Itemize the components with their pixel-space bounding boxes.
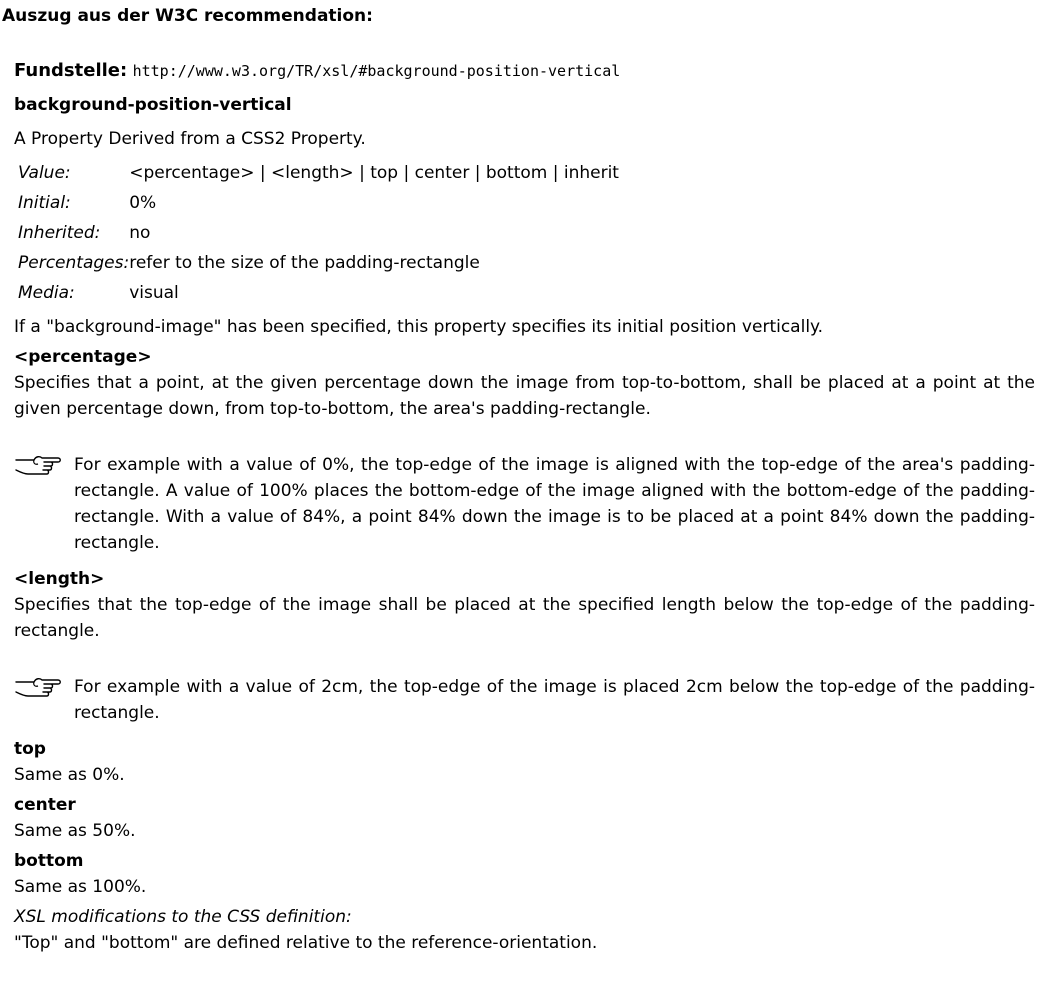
property-key: Percentages: <box>18 253 130 273</box>
pointing-hand-icon <box>14 674 74 700</box>
property-value: <percentage> | <length> | top | center | bottom | inherit <box>129 163 619 183</box>
pointing-hand-icon <box>14 452 74 478</box>
property-row-inherited <box>18 218 619 248</box>
property-name: background-position-vertical <box>14 95 292 115</box>
percentage-note-text: For example with a value of 0%, the top-edge of the image is aligned with the top-edge of the area's padding-rectangle. A value of 100% places the bottom-edge of the image aligned with the bottom-edge of the padding-rectangle. With a value of 84%, a point 84% down the image is to be placed at a point 84% down the padding-rectangle. <box>74 455 1035 553</box>
term-top: top <box>14 739 46 759</box>
source-label: Fundstelle: <box>14 60 128 81</box>
property-table <box>18 158 619 308</box>
property-derived-note: A Property Derived from a CSS2 Property. <box>14 129 366 149</box>
property-intro: If a "background-image" has been specified, this property specifies its initial position vertically. <box>14 317 824 337</box>
spec-excerpt <box>14 58 1035 956</box>
source-reference <box>14 58 1035 84</box>
excerpt-heading: Auszug aus der W3C recommendation: <box>2 6 373 26</box>
center-description: Same as 50%. <box>14 821 136 841</box>
term-center: center <box>14 795 76 815</box>
term-percentage: <percentage> <box>14 347 152 367</box>
top-description: Same as 0%. <box>14 765 125 785</box>
length-note <box>14 674 1035 726</box>
percentage-note <box>14 452 1035 556</box>
term-length: <length> <box>14 569 105 589</box>
property-key: Value: <box>18 163 71 183</box>
property-row-initial <box>18 188 619 218</box>
term-bottom: bottom <box>14 851 84 871</box>
property-value: refer to the size of the padding-rectangle <box>129 253 480 273</box>
property-key: Initial: <box>18 193 71 213</box>
xsl-modifications-label: XSL modifications to the CSS definition: <box>14 907 352 927</box>
property-value: 0% <box>129 193 157 213</box>
property-row-media <box>18 278 619 308</box>
property-row-percentages <box>18 248 619 278</box>
percentage-description: Specifies that a point, at the given percentage down the image from top-to-bottom, shall be placed at a point at the given percentage down, from top-to-bottom, the area's padding-rectangle. <box>14 373 1035 419</box>
source-url: http://www.w3.org/TR/xsl/#background-position-vertical <box>132 62 621 80</box>
property-key: Inherited: <box>18 223 101 243</box>
property-value: visual <box>129 283 179 303</box>
xsl-modifications-text: "Top" and "bottom" are defined relative to the reference-orientation. <box>14 933 598 953</box>
property-row-value <box>18 158 619 188</box>
length-description: Specifies that the top-edge of the image shall be placed at the specified length below the top-edge of the padding-rectangle. <box>14 595 1035 641</box>
length-note-text: For example with a value of 2cm, the top-edge of the image is placed 2cm below the top-edge of the padding-rectangle. <box>74 677 1035 723</box>
bottom-description: Same as 100%. <box>14 877 147 897</box>
property-key: Media: <box>18 283 75 303</box>
property-value: no <box>129 223 151 243</box>
